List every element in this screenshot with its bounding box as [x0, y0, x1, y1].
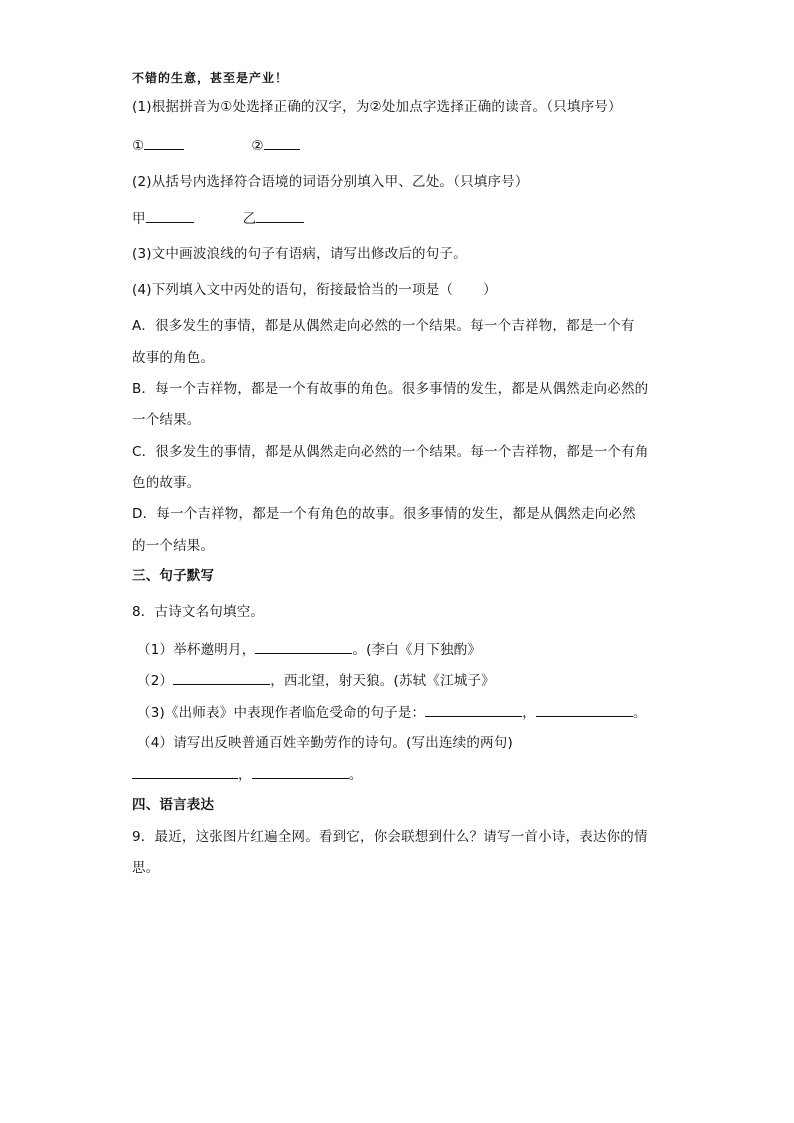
answer-line-7-2: [132, 208, 304, 229]
option-d-line-1: D．每一个吉祥物，都是一个有角色的故事。很多事情的发生，都是从偶然走向必然: [132, 506, 636, 522]
answer-blank[interactable]: [146, 208, 194, 223]
question-7-4: (4)下列填入文中丙处的语句，衔接最恰当的一项是（ ）: [132, 282, 497, 298]
answer-blank[interactable]: [255, 639, 352, 654]
answer-blank[interactable]: [132, 764, 238, 779]
question-9-line-1: 9．最近，这张图片红遍全网。看到它，你会联想到什么？请写一首小诗，表达你的情: [132, 829, 648, 845]
option-a-line-1: A．很多发生的事情，都是从偶然走向必然的一个结果。每一个吉祥物，都是一个有: [132, 318, 635, 334]
question-8-1: （1）举杯邀明月， 。(李白《月下独酌》: [137, 639, 481, 660]
answer-label-yi: 乙: [242, 211, 257, 227]
passage-tail: 不错的生意，甚至是产业！: [132, 71, 289, 85]
answer-blank[interactable]: [264, 135, 300, 150]
question-9-line-2: 思。: [132, 860, 160, 876]
answer-blank[interactable]: [173, 670, 270, 685]
option-b-line-2: 一个结果。: [132, 412, 201, 428]
section-3-title: 三、句子默写: [132, 568, 215, 584]
answer-blank[interactable]: [144, 135, 184, 150]
section-4-title: 四、语言表达: [132, 797, 215, 813]
option-c-line-2: 色的故事。: [132, 475, 201, 491]
question-8-4: （4）请写出反映普通百姓辛勤劳作的诗句。(写出连续的两句): [137, 735, 513, 751]
answer-blank[interactable]: [256, 208, 304, 223]
answer-label-1: ①: [132, 138, 145, 154]
answer-blank[interactable]: [536, 702, 633, 717]
option-a-line-2: 故事的角色。: [132, 350, 215, 366]
answer-blank[interactable]: [252, 764, 349, 779]
option-b-line-1: B．每一个吉祥物，都是一个有故事的角色。很多事情的发生，都是从偶然走向必然的: [132, 381, 649, 397]
answer-line-7-1: [132, 135, 300, 156]
answer-label-2: ②: [251, 138, 264, 154]
answer-line-8-4: ， 。: [132, 764, 362, 785]
question-7-1: (1)根据拼音为①处选择正确的汉字，为②处加点字选择正确的读音。（只填序号）: [132, 99, 622, 115]
question-8-3: （3)《出师表》中表现作者临危受命的句子是： ， 。: [137, 702, 647, 723]
question-7-2: (2)从括号内选择符合语境的词语分别填入甲、乙处。（只填序号）: [132, 174, 529, 190]
question-8-2: （2） ，西北望，射天狼。(苏轼《江城子》: [137, 670, 495, 691]
answer-blank[interactable]: [425, 702, 522, 717]
option-d-line-2: 的一个结果。: [132, 538, 215, 554]
option-c-line-1: C．很多发生的事情，都是从偶然走向必然的一个结果。每一个吉祥物，都是一个有角: [132, 444, 649, 460]
question-7-3: (3)文中画波浪线的句子有语病，请写出修改后的句子。: [132, 246, 467, 262]
answer-label-jia: 甲: [132, 211, 146, 227]
question-8: 8．古诗文名句填空。: [132, 604, 265, 620]
